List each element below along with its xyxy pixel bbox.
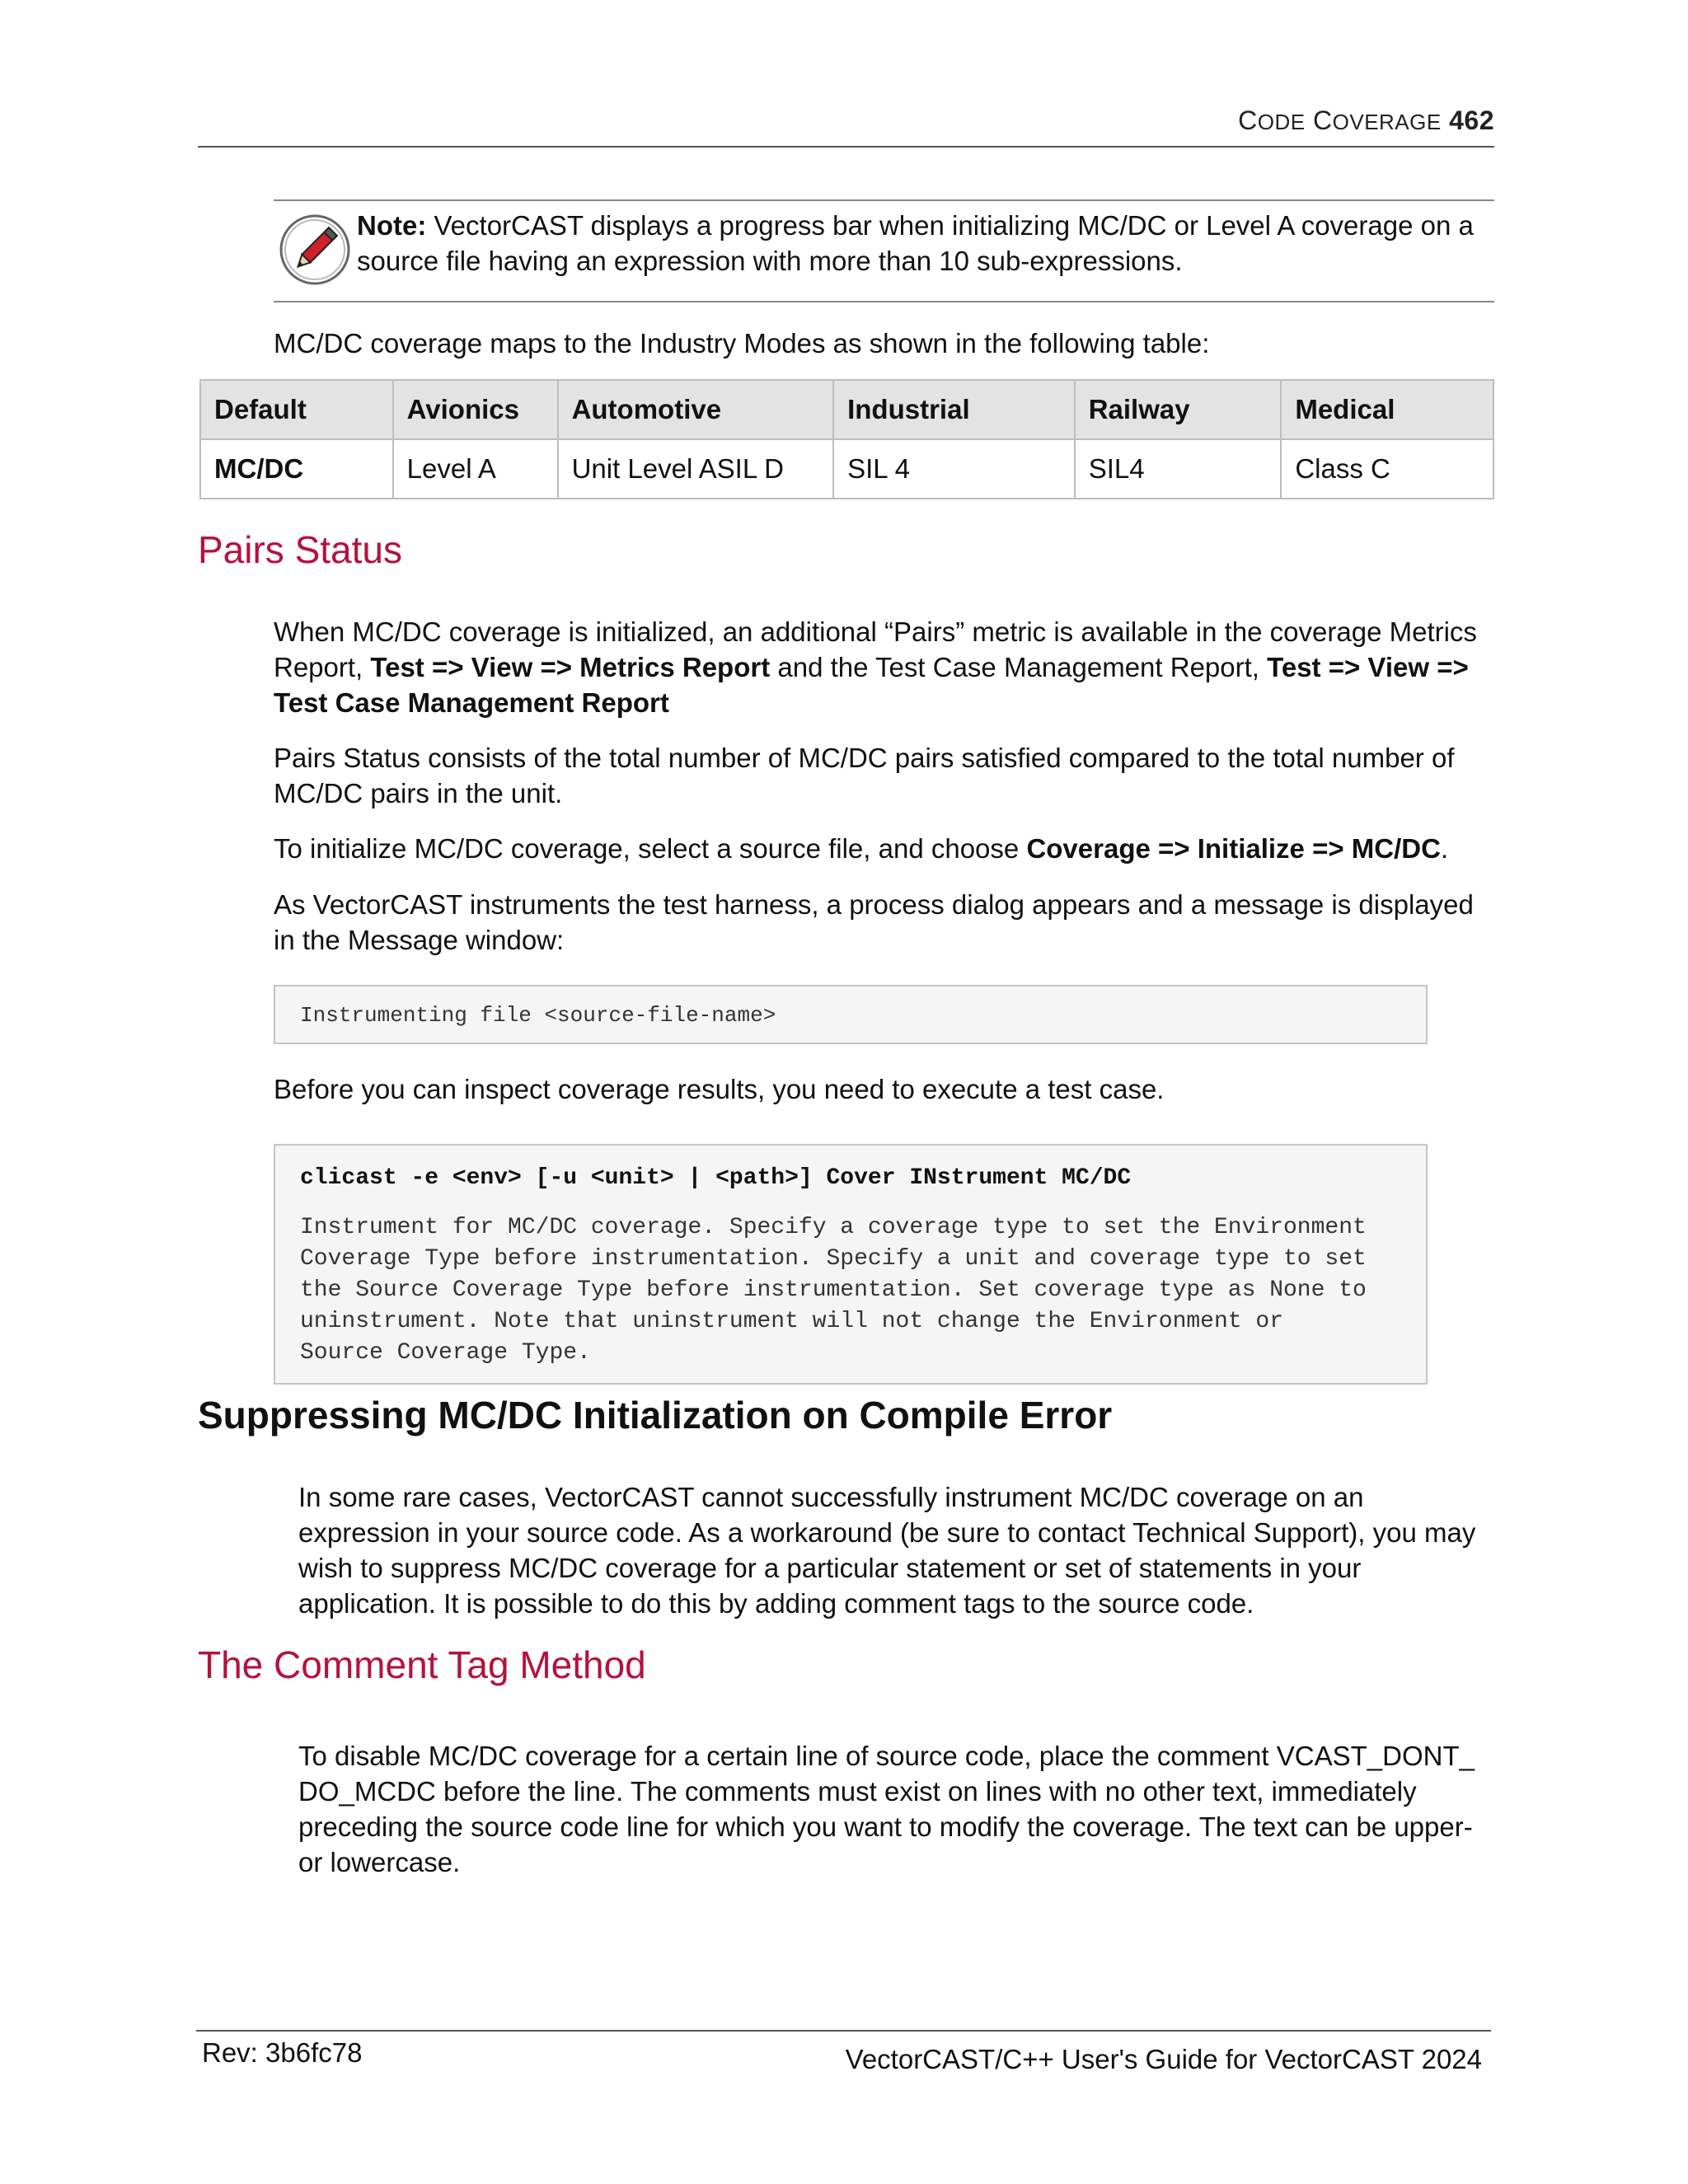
heading-pairs-status: Pairs Status [198,528,402,571]
note-top-rule [274,199,1494,201]
p3-text-a: To initialize MC/DC coverage, select a source file, and choose [274,833,1027,864]
page-number: 462 [1449,105,1494,135]
footer-guide-title: VectorCAST/C++ User's Guide for VectorCAST 2024 [845,2044,1482,2074]
pairs-status-paragraph-2: Pairs Status consists of the total number of MC/DC pairs satisfied compared to the total number of MC/DC pairs in the unit. [274,743,1455,808]
pairs-status-paragraph-3 [274,831,1494,866]
p3-menu-path: Coverage => Initialize => MC/DC [1026,833,1441,864]
table-header-cell: Railway [1075,380,1282,439]
note-body: VectorCAST displays a progress bar when initializing MC/DC or Level A coverage on a source file having an expression with more than 10 sub-expressions. [357,210,1474,276]
p1-menu-path-tcm: Test => View => Test Case Management Report [274,652,1469,718]
table-cell: MC/DC [200,439,393,499]
p1-menu-path-metrics: Test => View => Metrics Report [370,652,771,682]
table-cell: Level A [393,439,558,499]
table-cell: Unit Level ASIL D [558,439,834,499]
code-block-clicast [274,1144,1428,1385]
intro-text: MC/DC coverage maps to the Industry Modes as shown in the following table: [274,328,1210,359]
heading-suppressing: Suppressing MC/DC Initialization on Compile Error [198,1394,1113,1436]
code-block-instrumenting: Instrumenting file <source-file-name> [274,985,1428,1044]
table-header-cell: Automotive [558,380,834,439]
p3-text-c: . [1440,833,1449,864]
note-text [357,208,1494,279]
p1-text-c: and the Test Case Management Report, [770,652,1268,682]
header-title-r1: ODE [1257,110,1306,134]
table-header-cell: Default [200,380,393,439]
clicast-command: clicast -e <env> [-u <unit> | <path>] Cover INstrument MC/DC [300,1165,1132,1191]
table-header-cell: Industrial [833,380,1075,439]
table-header-cell: Avionics [393,380,558,439]
table-header-row [200,380,1493,439]
header-title-c2: C [1313,105,1333,135]
comment-tag-paragraph: To disable MC/DC coverage for a certain line of source code, place the comment VCAST_DONT_ DO_MCDC before the line. The comments must exist on lines with no other text, immediately preceding the source code line for which you want to modify the coverage. The text can be upper- or lowercase. [298,1741,1475,1877]
footer-revision: Rev: 3b6fc78 [202,2037,363,2068]
heading-comment-tag-method: The Comment Tag Method [198,1643,646,1686]
industry-modes-table [199,379,1494,499]
table-cell: Class C [1281,439,1493,499]
page-header-title [1238,105,1494,136]
header-title-c1: C [1238,105,1258,135]
note-label: Note: [357,210,427,241]
p1-text-a: When MC/DC coverage is initialized, an additional “Pairs” metric is available in the coverage Metrics Report, [274,616,1477,682]
suppressing-paragraph: In some rare cases, VectorCAST cannot successfully instrument MC/DC coverage on an expression in your source code. As a workaround (be sure to contact Technical Support), you may wish to suppress MC/DC coverage for a particular statement or set of statements in your application. It is possible to do this by adding comment tags to the source code. [298,1482,1476,1619]
table-cell: SIL4 [1075,439,1282,499]
pairs-status-paragraph-4: As VectorCAST instruments the test harness, a process dialog appears and a message is displayed in the Message window: [274,889,1474,955]
header-divider [198,146,1494,148]
footer-divider [196,2030,1491,2032]
table-cell: SIL 4 [833,439,1075,499]
note-bottom-rule [274,301,1494,302]
pencil-icon [278,213,352,287]
header-title-r2: OVERAGE [1332,110,1442,134]
table-header-cell: Medical [1281,380,1493,439]
pairs-status-paragraph-1 [274,614,1494,720]
clicast-description: Instrument for MC/DC coverage. Specify a coverage type to set the Environment Coverage Type before instrumentation. Specify a unit and coverage type to set the Source Coverage Type before instrumentation. Set coverage type as None to uninstrument. Note that uninstrument will not change the Environment or Source Coverage Type. [300,1215,1367,1366]
pairs-status-paragraph-5: Before you can inspect coverage results, you need to execute a test case. [274,1074,1165,1104]
table-row [200,439,1493,499]
